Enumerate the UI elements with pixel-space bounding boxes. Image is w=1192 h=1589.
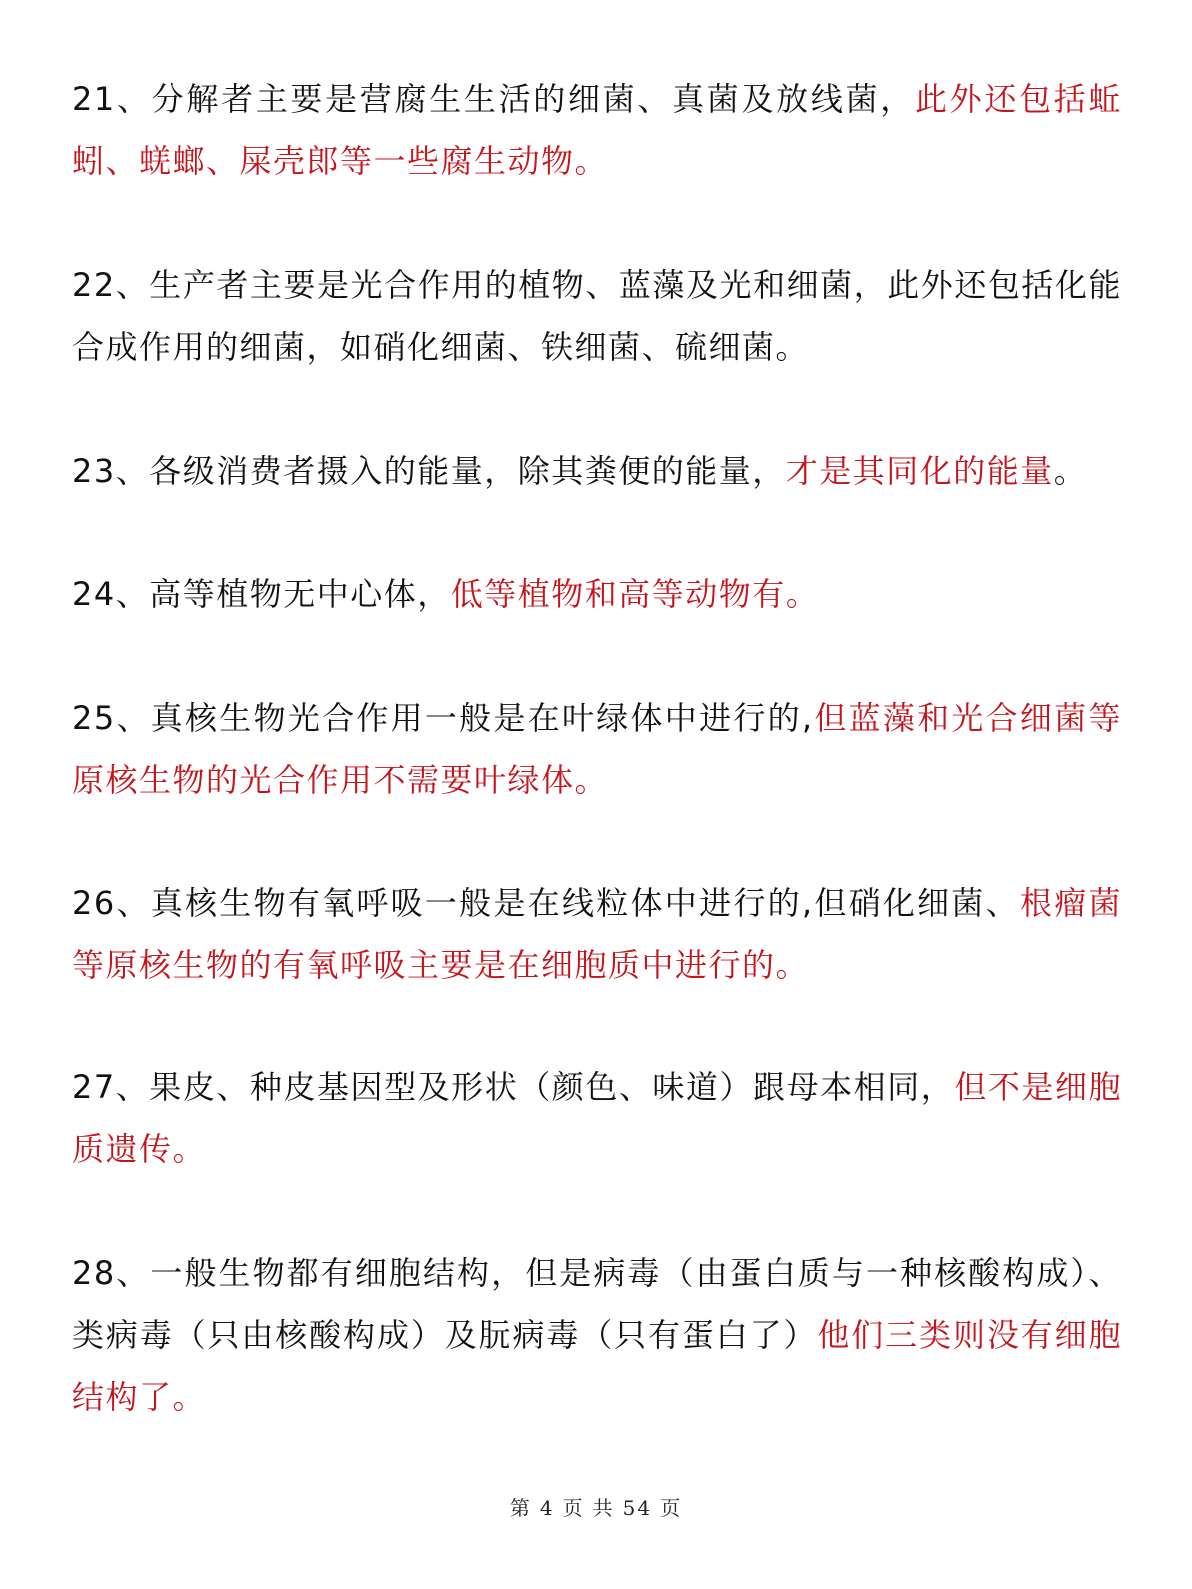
item-22-text: 22、生产者主要是光合作用的植物、蓝藻及光和细菌，此外还包括化能合成作用的细菌，如硝化细菌、铁细菌、硫细菌。	[72, 266, 1122, 366]
footer-total-pages: 54	[622, 1496, 653, 1520]
item-25-highlight: 但蓝藻和光合细菌等原核生物的光合作用不需要叶绿体。	[72, 699, 1122, 799]
item-24-text: 24、高等植物无中心体，	[72, 575, 451, 613]
item-27-text: 27、果皮、种皮基因型及形状（颜色、味道）跟母本相同，	[72, 1068, 955, 1106]
item-22	[72, 254, 1122, 378]
item-24-highlight: 低等植物和高等动物有。	[450, 575, 820, 613]
item-23	[72, 440, 1122, 502]
item-28	[72, 1242, 1122, 1428]
item-26-highlight: 根瘤菌等原核生物的有氧呼吸主要是在细胞质中进行的。	[72, 884, 1122, 984]
footer-label-ye-2: 页	[660, 1496, 683, 1520]
item-27-highlight: 但不是细胞质遗传。	[72, 1068, 1122, 1168]
item-26	[72, 872, 1122, 996]
item-28-text: 28、一般生物都有细胞结构，但是病毒（由蛋白质与一种核酸构成）、类病毒（只由核酸构成）及朊病毒（只有蛋白了）	[72, 1254, 1122, 1354]
footer-label-di: 第	[509, 1496, 532, 1520]
footer-label-gong: 共	[592, 1496, 615, 1520]
item-27	[72, 1056, 1122, 1180]
item-26-text: 26、真核生物有氧呼吸一般是在线粒体中进行的,但硝化细菌、	[72, 884, 1020, 922]
item-23-text: 23、各级消费者摄入的能量，除其粪便的能量，	[72, 452, 786, 490]
item-23-tail: 。	[1053, 452, 1088, 490]
page-footer	[0, 1492, 1192, 1521]
item-21-text: 21、分解者主要是营腐生生活的细菌、真菌及放线菌，	[72, 80, 915, 118]
item-28-highlight: 他们三类则没有细胞结构了。	[72, 1316, 1122, 1416]
item-25-text: 25、真核生物光合作用一般是在叶绿体中进行的,	[72, 699, 814, 737]
item-23-highlight: 才是其同化的能量	[785, 452, 1054, 490]
item-21-highlight: 此外还包括蚯蚓、蜣螂、屎壳郎等一些腐生动物。	[72, 80, 1122, 180]
item-25	[72, 687, 1122, 811]
footer-page-number: 4	[539, 1496, 555, 1520]
item-24	[72, 563, 1122, 625]
footer-label-ye: 页	[562, 1496, 585, 1520]
item-21	[72, 68, 1122, 192]
